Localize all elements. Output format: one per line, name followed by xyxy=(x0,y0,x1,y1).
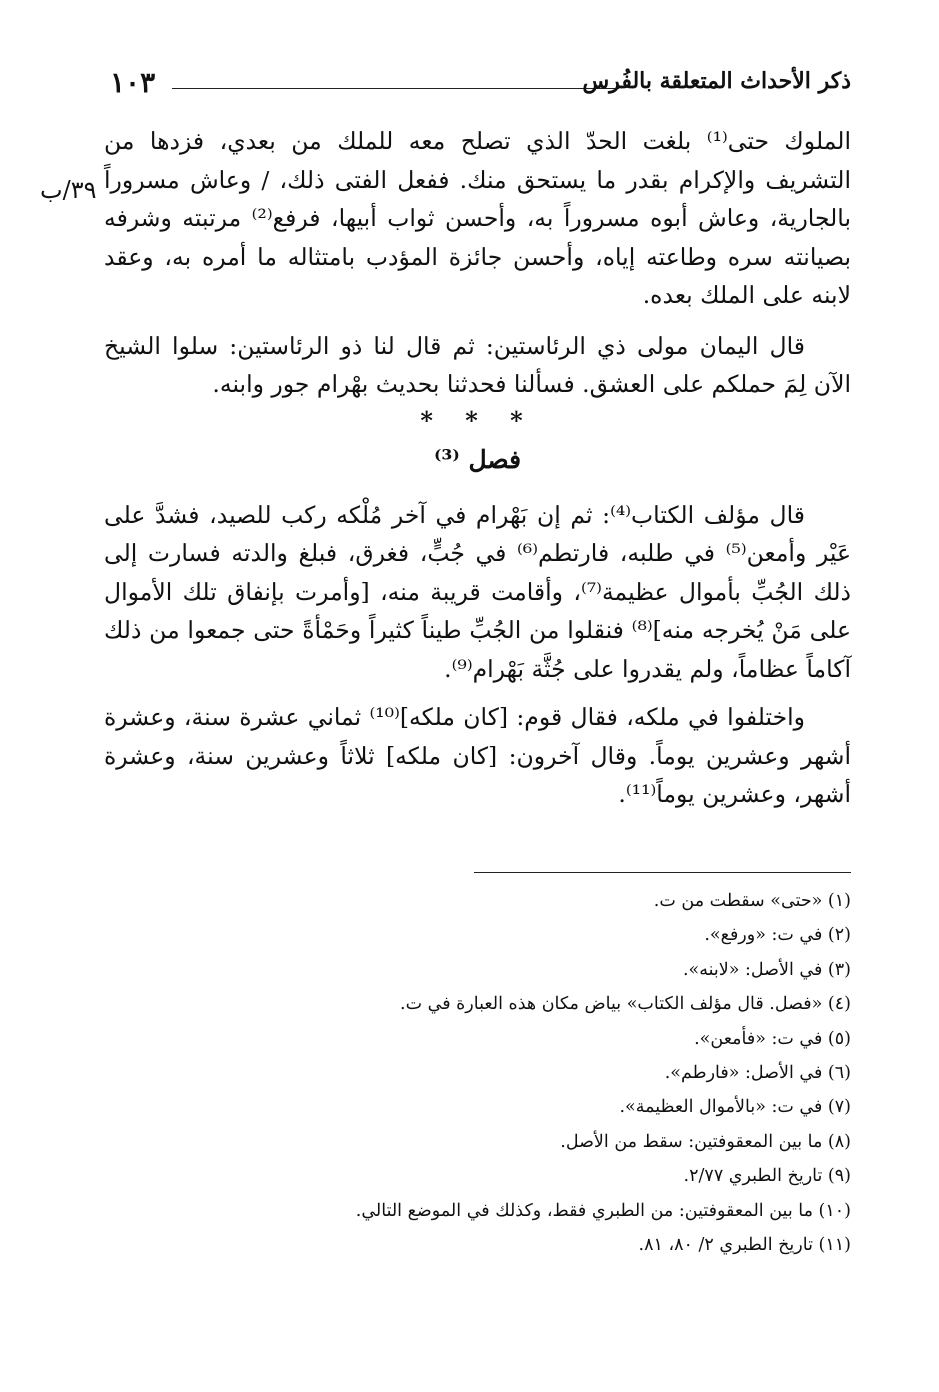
footnote-4: (٤) «فصل. قال مؤلف الكتاب» بياض مكان هذه العبارة في ت. xyxy=(400,994,851,1015)
footnote-10: (١٠) ما بين المعقوفتين: من الطبري فقط، وكذلك في الموضع التالي. xyxy=(355,1200,851,1221)
footnote-1: (١) «حتى» سقطت من ت. xyxy=(653,891,851,911)
footnote-7: (٧) في ت: «بالأموال العظيمة». xyxy=(619,1097,851,1118)
paragraph-4: واختلفوا في ملكه، فقال قوم: [كان ملكه]⁽¹⁰⁾ ثماني عشرة سنة، وعشرة أشهر وعشرين يوماً. وقال آخرون: [كان ملكه] ثلاثاً وعشرين سنة، وعشرة أشهر، وعشرين يوماً⁽¹¹⁾. xyxy=(104,703,851,808)
footnote-rule xyxy=(474,872,851,873)
footnote-3: (٣) في الأصل: «لابنه». xyxy=(682,959,851,980)
footnote-9: (٩) تاريخ الطبري ٢/٧٧. xyxy=(683,1166,851,1187)
footnote-11: (١١) تاريخ الطبري ٢/ ٨٠، ٨١. xyxy=(638,1235,851,1256)
chapter-title: ذكر الأحداث المتعلقة بالفُرس xyxy=(582,68,851,94)
paragraph-3: قال مؤلف الكتاب⁽⁴⁾: ثم إن بَهْرام في آخر مُلْكه ركب للصيد، فشدَّ على عَيْر وأمعن⁽⁵⁾ في طلبه، فارتطم⁽⁶⁾ في جُبٍّ، فغرق، فبلغ والدته فسارت إلى ذلك الجُبِّ بأموال عظيمة⁽⁷⁾، وأقامت قريبة منه، [وأمرت بإنفاق تلك الأموال على مَنْ يُخرجه منه]⁽⁸⁾ فنقلوا من الجُبِّ طيناً كثيراً وحَمْأةً حتى جمعوا من ذلك آكاماً عظاماً، ولم يقدروا على جُثَّة بَهْرام⁽⁹⁾. xyxy=(104,500,852,683)
running-header xyxy=(110,66,851,106)
page-number: ١٠٣ xyxy=(110,66,156,99)
footnote-2: (٢) في ت: «ورفع». xyxy=(704,925,851,946)
folio-margin-note: ٣٩/ب xyxy=(40,176,97,204)
header-rule xyxy=(172,88,619,89)
footnote-6: (٦) في الأصل: «فارطم». xyxy=(664,1063,851,1084)
paragraph-2: قال اليمان مولى ذي الرئاستين: ثم قال لنا ذو الرئاستين: سلوا الشيخ الآن لِمَ حملكم على العشق. فسألنا فحدثنا بحديث بهْرام جور وابنه. xyxy=(104,331,851,398)
section-heading: فصل ⁽³⁾ xyxy=(433,444,522,474)
main-text xyxy=(104,122,851,814)
footnote-5: (٥) في ت: «فأمعن». xyxy=(694,1028,851,1049)
footnote-8: (٨) ما بين المعقوفتين: سقط من الأصل. xyxy=(560,1131,851,1152)
footnotes xyxy=(104,884,851,1262)
paragraph-1: الملوك حتى⁽¹⁾ بلغت الحدّ الذي تصلح معه للملك من بعدي، فزدها من التشريف والإكرام بقدر ما يستحق منك. ففعل الفتى ذلك، / وعاش مسروراً بالجارية، وعاش أبوه مسروراً به، وأحسن ثواب أبيها، فرفع⁽²⁾ مرتبته وشرفه بصيانته سره وطاعته إياه، وأحسن جائزة المؤدب بامتثاله ما أمره به، وعقد لابنه على الملك بعده. xyxy=(104,127,851,309)
section-separator-stars: * * * xyxy=(420,405,535,435)
